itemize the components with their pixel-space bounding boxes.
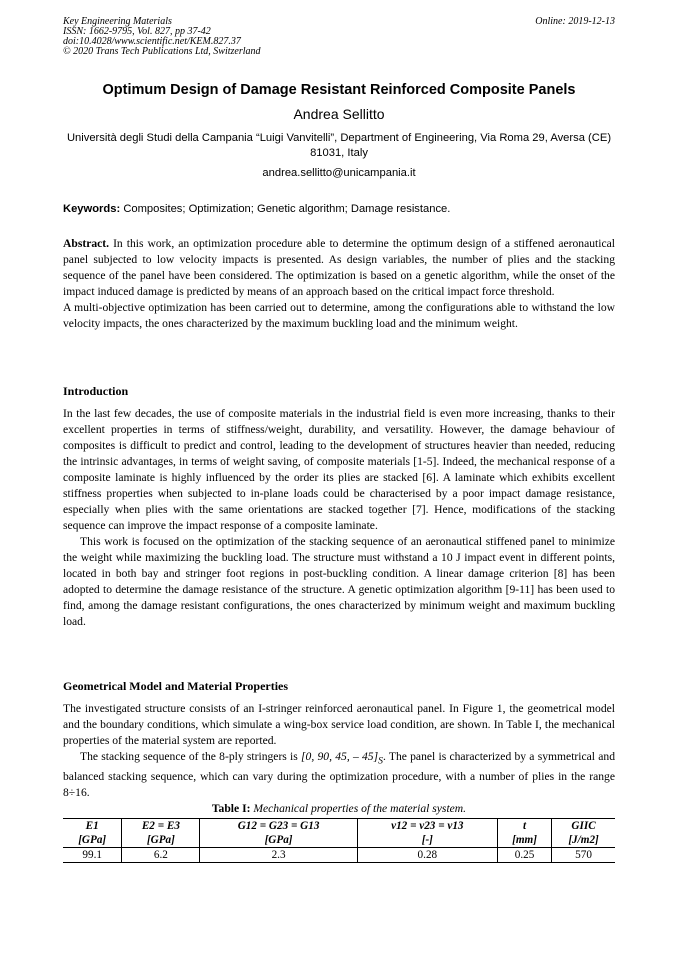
table-caption bbox=[0, 802, 678, 815]
abstract-paragraph-1 bbox=[63, 236, 615, 300]
header-t: t bbox=[497, 819, 551, 834]
paper-title: Optimum Design of Damage Resistant Reinforced Composite Panels bbox=[102, 82, 576, 98]
intro-paragraph-2: This work is focused on the optimization of the stacking sequence of an aeronautical stiffened panel to minimize the weight while maximizing the buckling load. The structure must withstand a 10 J impact event in different points, located in both bay and stringer foot regions in post-buckling condition. A linear damage criterion [8] has been adopted to determine the damage resistance of the structure. A genetic optimization algorithm [9-11] has been used to find, among the damage resistant configurations, the ones characterized by minimum weight and maximum buckling load. bbox=[63, 535, 615, 628]
value-e1: 99.1 bbox=[63, 848, 122, 863]
author-email[interactable]: andrea.sellitto@unicampania.it bbox=[262, 167, 416, 179]
stacking-sequence bbox=[301, 750, 383, 767]
geo-paragraph-2 bbox=[63, 749, 615, 801]
affiliation: Università degli Studi della Campania “Luigi Vanvitelli”, Department of Engineering, Via Roma 29, Aversa (CE) 81031, Italy bbox=[66, 132, 612, 159]
table-units-row bbox=[63, 833, 615, 848]
abstract-paragraph-2: A multi-objective optimization has been carried out to determine, among the configurations able to withstand the low velocity impacts, the ones characterized by the maximum buckling load and the minimum weight. bbox=[63, 301, 615, 330]
online-date: Online: 2019-12-13 bbox=[535, 16, 615, 27]
geo-p2-before: The stacking sequence of the 8-ply stringers is bbox=[80, 750, 302, 763]
keywords bbox=[63, 203, 615, 215]
geo-p2-after: . The panel is characterized by a symmetrical and balanced stacking sequence, which can vary during the optimization procedure, with a number of plies in the range 8÷16. bbox=[63, 750, 615, 800]
stacking-seq-sub: S bbox=[378, 755, 383, 767]
unit-e1: [GPa] bbox=[63, 833, 122, 848]
value-g: 2.3 bbox=[200, 848, 357, 863]
abstract-section bbox=[63, 236, 615, 332]
value-giic: 570 bbox=[552, 848, 615, 863]
header-giic: GIIC bbox=[552, 819, 615, 834]
journal-header bbox=[63, 17, 261, 57]
geometrical-heading: Geometrical Model and Material Properties bbox=[63, 679, 289, 693]
abstract-label: Abstract. bbox=[63, 237, 110, 250]
stacking-seq-text: [0, 90, 45, – 45] bbox=[301, 750, 379, 763]
unit-v: [-] bbox=[357, 833, 497, 848]
value-e2-e3: 6.2 bbox=[122, 848, 200, 863]
header-e2-e3: E2 = E3 bbox=[122, 819, 200, 834]
material-properties-table bbox=[63, 818, 615, 863]
value-v: 0.28 bbox=[357, 848, 497, 863]
header-v: v12 = v23 = v13 bbox=[357, 819, 497, 834]
author-name: Andrea Sellitto bbox=[293, 106, 385, 122]
keywords-label: Keywords: bbox=[63, 203, 121, 215]
doi-line: doi:10.4028/www.scientific.net/KEM.827.37 bbox=[63, 36, 241, 47]
journal-name: Key Engineering Materials bbox=[63, 16, 172, 27]
table-caption-text: Mechanical properties of the material system. bbox=[253, 802, 467, 815]
value-t: 0.25 bbox=[497, 848, 551, 863]
table-value-row bbox=[63, 848, 615, 863]
issn-line: ISSN: 1662-9795, Vol. 827, pp 37-42 bbox=[63, 26, 211, 37]
intro-paragraph-1: In the last few decades, the use of composite materials in the industrial field is even more increasing, thanks to their excellent properties in terms of stiffness/weight, durability, and versatility. However, the damage behaviour of composites is difficult to predict and control, leading to the development of structures heavier than needed, reducing the intrinsic advantages, in terms of weight saving, of composite materials [1-5]. Indeed, the mechanical response of a composite laminate is highly influenced by the order its plies are stacked [6]. A laminate which exhibits excellent stiffness properties when subjected to in-plane loads could be characterised by a poor impact damage resistance, especially when plies with the same orientations are stacked together [7]. Hence, modifications of the stacking sequence can improve the impact response of a composite laminate. bbox=[63, 407, 615, 532]
table-header-row bbox=[63, 819, 615, 834]
unit-g: [GPa] bbox=[200, 833, 357, 848]
keywords-text: Composites; Optimization; Genetic algorithm; Damage resistance. bbox=[123, 203, 451, 215]
abstract-text-1: In this work, an optimization procedure able to determine the optimum design of a stiffened aeronautical panel subjected to low velocity impacts is presented. As design variables, the number of plies and the stacking sequence of the panel have been considered. The optimization is based on a genetic algorithm, while the onset of the impact induced damage is predicted by means of an approach based on the critical impact force threshold. bbox=[63, 237, 615, 298]
header-e1: E1 bbox=[63, 819, 122, 834]
introduction-heading: Introduction bbox=[63, 384, 129, 398]
header-g: G12 = G23 = G13 bbox=[200, 819, 357, 834]
introduction-section bbox=[63, 406, 615, 630]
unit-giic: [J/m2] bbox=[552, 833, 615, 848]
geometrical-section bbox=[63, 701, 615, 801]
copyright-line: © 2020 Trans Tech Publications Ltd, Switzerland bbox=[63, 46, 261, 57]
unit-e2-e3: [GPa] bbox=[122, 833, 200, 848]
unit-t: [mm] bbox=[497, 833, 551, 848]
geo-paragraph-1: The investigated structure consists of an I-stringer reinforced aeronautical panel. In Figure 1, the geometrical model and the boundary conditions, which simulate a wing-box service load condition, are shown. In Table I, the mechanical properties of the material system are reported. bbox=[63, 702, 615, 747]
table-caption-label: Table I: bbox=[211, 802, 251, 815]
